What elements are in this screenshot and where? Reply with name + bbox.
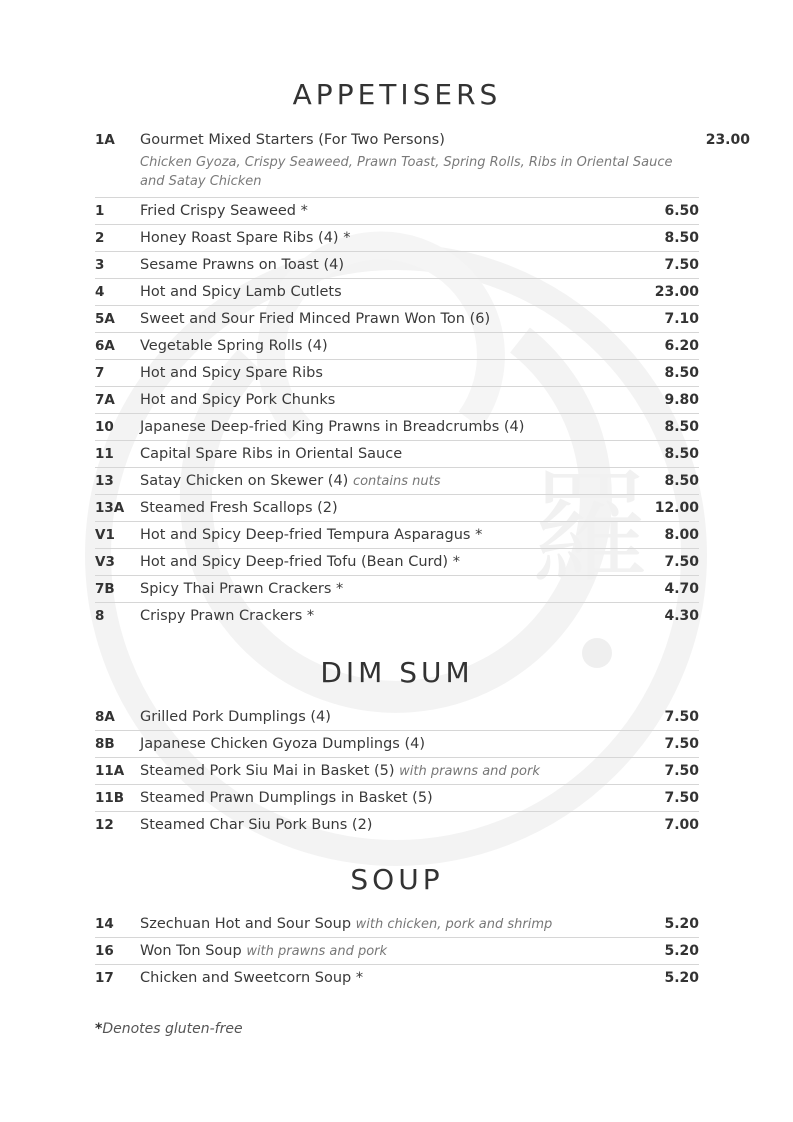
item-name-wrap <box>140 527 629 544</box>
item-name-wrap <box>140 284 629 301</box>
item-name-wrap <box>140 392 629 409</box>
footnote-star: * <box>95 1021 103 1037</box>
item-code: 13A <box>95 500 125 516</box>
item-price: 23.00 <box>705 132 750 148</box>
item-price: 7.50 <box>664 709 699 725</box>
item-name: Chicken and Sweetcorn Soup * <box>140 970 364 986</box>
footnote-text: Denotes gluten-free <box>102 1021 243 1037</box>
menu-item-row <box>95 279 699 306</box>
item-note: with prawns and pork <box>399 764 540 779</box>
item-name: Hot and Spicy Spare Ribs <box>140 365 323 381</box>
menu-item-list <box>95 127 750 630</box>
item-code: 17 <box>95 970 114 986</box>
item-name-wrap <box>140 365 629 382</box>
menu-item-row <box>95 758 699 785</box>
item-price: 7.50 <box>664 736 699 752</box>
item-code: 5A <box>95 311 115 327</box>
item-name: Steamed Pork Siu Mai in Basket (5) <box>140 763 395 779</box>
menu-item-row <box>95 812 699 839</box>
item-name-wrap <box>140 257 629 274</box>
item-name: Grilled Pork Dumplings (4) <box>140 709 331 725</box>
item-name: Steamed Fresh Scallops (2) <box>140 500 338 516</box>
item-name: Crispy Prawn Crackers * <box>140 608 315 624</box>
item-name-wrap <box>140 230 629 247</box>
watermark-character: 羅 <box>530 460 650 599</box>
item-code: 8A <box>95 709 115 725</box>
item-name: Szechuan Hot and Sour Soup <box>140 916 352 932</box>
item-code: 11 <box>95 446 114 462</box>
item-name-wrap <box>140 311 629 328</box>
menu-item-list <box>95 704 699 839</box>
section-title: SOUP <box>350 863 444 896</box>
menu-item-row <box>95 198 699 225</box>
item-price: 4.70 <box>664 581 699 597</box>
menu-item-row <box>95 965 699 992</box>
item-name-wrap <box>140 608 629 625</box>
menu-item-row <box>95 522 699 549</box>
item-price: 8.50 <box>664 473 699 489</box>
menu-item-row <box>95 938 699 965</box>
item-price: 8.50 <box>664 365 699 381</box>
item-code: V3 <box>95 554 115 570</box>
item-price: 7.10 <box>664 311 699 327</box>
item-name: Hot and Spicy Deep-fried Tofu (Bean Curd) * <box>140 554 460 570</box>
item-price: 12.00 <box>654 500 699 516</box>
item-name-wrap <box>140 970 629 987</box>
item-price: 7.50 <box>664 554 699 570</box>
menu-item-row <box>95 603 699 630</box>
menu-item-row <box>95 306 699 333</box>
item-code: 2 <box>95 230 105 246</box>
item-note: with prawns and pork <box>246 944 388 959</box>
item-code: 11B <box>95 790 125 806</box>
item-name: Sweet and Sour Fried Minced Prawn Won Ton (6) <box>140 311 491 327</box>
menu-item-row <box>95 549 699 576</box>
item-description: Chicken Gyoza, Crispy Seaweed, Prawn Toast, Spring Rolls, Ribs in Oriental Sauce and Satay Chicken <box>140 155 673 189</box>
menu-item-row <box>95 704 699 731</box>
item-code: 7A <box>95 392 115 408</box>
item-name: Japanese Chicken Gyoza Dumplings (4) <box>140 736 425 752</box>
item-name-wrap <box>140 763 629 780</box>
menu-item-row <box>95 785 699 812</box>
item-name-wrap <box>140 473 629 490</box>
item-price: 7.00 <box>664 817 699 833</box>
item-price: 6.50 <box>664 203 699 219</box>
item-name: Won Ton Soup <box>140 943 242 959</box>
item-name: Sesame Prawns on Toast (4) <box>140 257 344 273</box>
item-price: 5.20 <box>664 916 699 932</box>
menu-item-row <box>95 911 699 938</box>
item-code: 6A <box>95 338 115 354</box>
gluten-free-footnote <box>95 1021 243 1037</box>
item-name-wrap <box>140 943 629 960</box>
item-price: 8.00 <box>664 527 699 543</box>
item-code: 10 <box>95 419 114 435</box>
item-name: Spicy Thai Prawn Crackers * <box>140 581 344 597</box>
menu-item-row <box>95 468 699 495</box>
item-price: 8.50 <box>664 230 699 246</box>
item-name: Hot and Spicy Deep-fried Tempura Asparagus * <box>140 527 483 543</box>
item-name-wrap <box>140 338 629 355</box>
item-name-wrap <box>140 709 629 726</box>
menu-item-row <box>95 441 699 468</box>
menu-item-list <box>95 911 699 992</box>
item-name-wrap <box>140 916 629 933</box>
item-name-wrap <box>140 736 629 753</box>
item-note: contains nuts <box>352 474 441 489</box>
item-name-wrap <box>140 500 629 517</box>
item-name: Steamed Prawn Dumplings in Basket (5) <box>140 790 433 806</box>
menu-item-row <box>95 414 699 441</box>
item-price: 6.20 <box>664 338 699 354</box>
item-name-wrap <box>140 446 629 463</box>
menu-item-row <box>95 127 750 198</box>
menu-item-row <box>95 225 699 252</box>
item-name-wrap <box>140 554 629 571</box>
item-name: Satay Chicken on Skewer (4) <box>140 473 349 489</box>
item-code: 1A <box>95 132 115 148</box>
item-name-wrap <box>140 817 629 834</box>
item-name: Japanese Deep-fried King Prawns in Breadcrumbs (4) <box>140 419 525 435</box>
item-code: 7B <box>95 581 115 597</box>
item-name-wrap <box>140 581 629 598</box>
item-code: 11A <box>95 763 125 779</box>
menu-item-row <box>95 495 699 522</box>
item-price: 4.30 <box>664 608 699 624</box>
menu-item-row <box>95 252 699 279</box>
item-code: 13 <box>95 473 114 489</box>
item-name: Gourmet Mixed Starters (For Two Persons) <box>140 132 445 148</box>
item-code: 12 <box>95 817 114 833</box>
section-title: DIM SUM <box>320 656 474 689</box>
item-name: Steamed Char Siu Pork Buns (2) <box>140 817 373 833</box>
item-code: 7 <box>95 365 105 381</box>
menu-item-row <box>95 731 699 758</box>
menu-item-row <box>95 576 699 603</box>
item-name-wrap <box>140 132 680 191</box>
item-code: 3 <box>95 257 105 273</box>
item-name: Hot and Spicy Lamb Cutlets <box>140 284 342 300</box>
item-price: 8.50 <box>664 419 699 435</box>
item-name-wrap <box>140 203 629 220</box>
item-name: Capital Spare Ribs in Oriental Sauce <box>140 446 403 462</box>
item-price: 5.20 <box>664 970 699 986</box>
item-price: 23.00 <box>654 284 699 300</box>
menu-item-row <box>95 360 699 387</box>
item-price: 7.50 <box>664 257 699 273</box>
item-name: Vegetable Spring Rolls (4) <box>140 338 328 354</box>
item-name-wrap <box>140 790 629 807</box>
section-title: APPETISERS <box>292 78 502 111</box>
item-code: 16 <box>95 943 114 959</box>
item-code: 14 <box>95 916 114 932</box>
item-name: Fried Crispy Seaweed * <box>140 203 308 219</box>
item-code: 4 <box>95 284 105 300</box>
menu-item-row <box>95 387 699 414</box>
item-price: 5.20 <box>664 943 699 959</box>
item-price: 7.50 <box>664 790 699 806</box>
item-code: 1 <box>95 203 105 219</box>
item-price: 9.80 <box>664 392 699 408</box>
item-name: Hot and Spicy Pork Chunks <box>140 392 336 408</box>
item-name-wrap <box>140 419 629 436</box>
item-code: V1 <box>95 527 115 543</box>
item-note: with chicken, pork and shrimp <box>355 917 553 932</box>
item-code: 8 <box>95 608 105 624</box>
menu-item-row <box>95 333 699 360</box>
item-name: Honey Roast Spare Ribs (4) * <box>140 230 351 246</box>
item-code: 8B <box>95 736 115 752</box>
item-price: 7.50 <box>664 763 699 779</box>
item-price: 8.50 <box>664 446 699 462</box>
